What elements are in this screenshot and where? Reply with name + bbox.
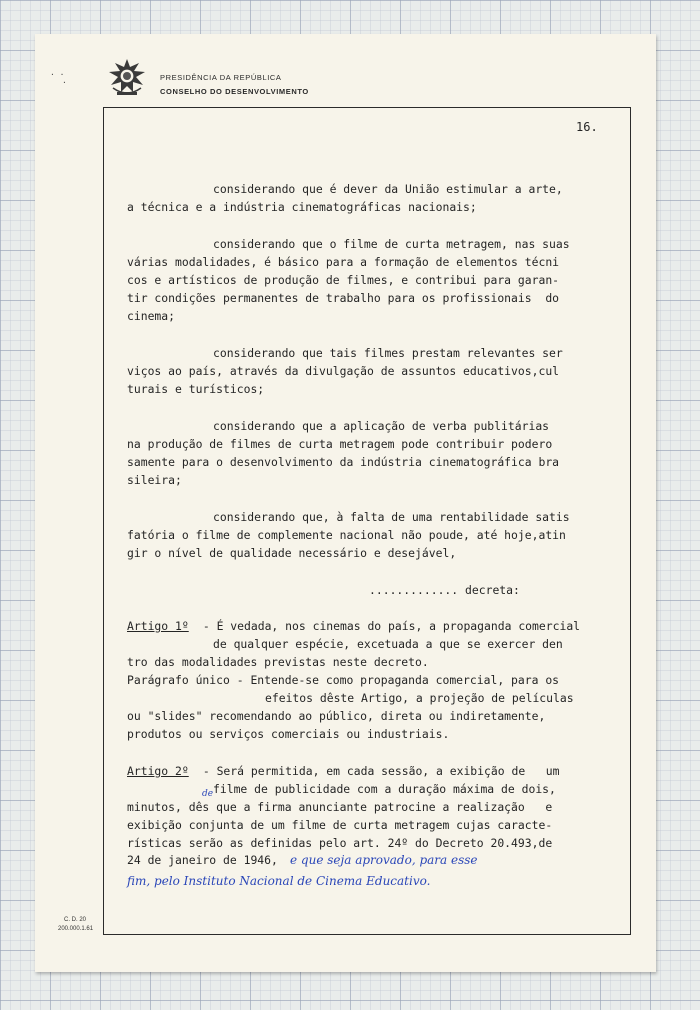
article-2-heading: Artigo 2º <box>127 764 189 778</box>
margin-mark: · <box>62 78 67 87</box>
text-line: exibição conjunta de um filme de curta metragem cujas caracte- <box>127 818 553 832</box>
page-number: 16. <box>576 120 598 134</box>
text-line: na produção de filmes de curta metragem pode contribuir podero <box>127 437 553 451</box>
text-line: efeitos dêste Artigo, a projeção de películas <box>265 691 574 705</box>
text-line: considerando que o filme de curta metragem, nas suas <box>213 237 570 251</box>
text-line: 24 de janeiro de 1946, <box>127 853 278 867</box>
text-line: produtos ou serviços comerciais ou industriais. <box>127 727 450 741</box>
handwritten-insert: de <box>202 789 214 799</box>
article-1-heading: Artigo 1º <box>127 619 189 633</box>
text-line: de qualquer espécie, excetuada a que se exercer den <box>213 637 563 651</box>
text-line: gir o nível de qualidade necessário e desejável, <box>127 546 457 560</box>
decree-line: ............. decreta: <box>369 583 520 597</box>
form-number: 200.000.1.61 <box>58 926 94 932</box>
text-line: turais e turísticos; <box>127 382 265 396</box>
text-line: considerando que a aplicação de verba publitárias <box>213 419 550 433</box>
text-line: viços ao país, através da divulgação de assuntos educativos,cul <box>127 364 560 378</box>
coat-of-arms-emblem <box>105 58 149 98</box>
text-line: samente para o desenvolvimento da indústria cinematográfica bra <box>127 455 560 469</box>
text-line: sileira; <box>127 473 182 487</box>
text-line: tir condições permanentes de trabalho para os profissionais do <box>127 291 560 305</box>
text-line: a técnica e a indústria cinematográficas nacionais; <box>127 200 477 214</box>
text-line: considerando que tais filmes prestam relevantes ser <box>213 346 563 360</box>
text-line: considerando que, à falta de uma rentabilidade satis <box>213 510 570 524</box>
header-presidency: PRESIDÊNCIA DA REPÚBLICA <box>160 73 282 82</box>
form-code: C. D. 20 <box>64 917 87 923</box>
text-line: rísticas serão as definidas pelo art. 24º do Decreto 20.493,de <box>127 836 553 850</box>
text-line: várias modalidades, é básico para a formação de elementos técni <box>127 255 560 269</box>
text-line: Parágrafo único - Entende-se como propaganda comercial, para os <box>127 673 560 687</box>
text-line: cinema; <box>127 309 176 323</box>
text-line: filme de publicidade com a duração máxima de dois, <box>213 782 556 796</box>
text-line: ou "slides" recomendando ao público, direta ou indiretamente, <box>127 709 546 723</box>
handwritten-note: e que seja aprovado, para esse <box>290 853 478 867</box>
text-line: minutos, dês que a firma anunciante patrocine a realização e <box>127 800 553 814</box>
margin-mark: · · <box>50 70 65 79</box>
header-council: CONSELHO DO DESENVOLVIMENTO <box>160 87 309 96</box>
text-line: fatória o filme de complemente nacional não poude, até hoje,atin <box>127 528 566 542</box>
text-line: tro das modalidades previstas neste decreto. <box>127 655 429 669</box>
text-line: cos e artísticos de produção de filmes, e contribui para garan- <box>127 273 560 287</box>
text-line: considerando que é dever da União estimular a arte, <box>213 182 563 196</box>
text-line: - Será permitida, em cada sessão, a exibição de um <box>196 764 560 778</box>
text-line: - É vedada, nos cinemas do país, a propaganda comercial <box>196 619 581 633</box>
handwritten-note: fim, pelo Instituto Nacional de Cinema Educativo. <box>127 874 431 888</box>
